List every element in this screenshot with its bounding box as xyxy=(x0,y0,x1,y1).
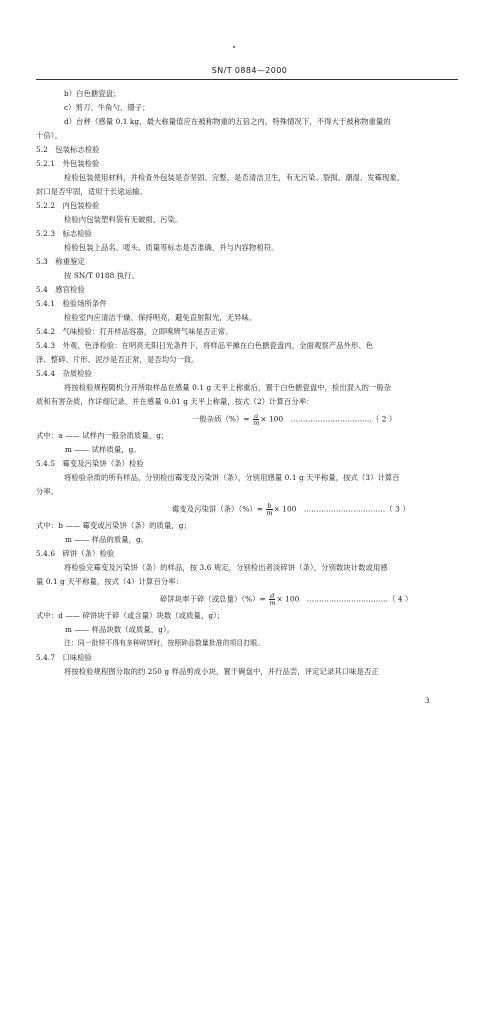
formula-3-lhs: 霉变及污染饼（条）（%）= xyxy=(172,504,266,514)
scan-speck xyxy=(233,46,235,48)
header-rule xyxy=(36,79,458,80)
note-line: 注：同一批样不得有多种碎饼时，按照碎品数量批准的项目打眼。 xyxy=(64,639,265,647)
paragraph-line: 量 0.1 g 天平称量，按式（4）计算百分率： xyxy=(36,577,184,586)
page-header: SN/T 0884—2000 xyxy=(211,66,288,75)
formula-3 xyxy=(172,503,410,516)
paragraph-line: 检验包装上品名、唛头、质量等标志是否准确，并与内容物相符。 xyxy=(64,243,279,252)
paragraph-line: 检验包装使用材料，并检查外包装是否坚固、完整，是否清洁卫生，有无污染、裂损、潮湿、发霉现象， xyxy=(64,173,405,182)
fraction-numerator: a xyxy=(254,412,259,420)
formula-3-fraction xyxy=(266,503,272,516)
fraction-numerator: b xyxy=(267,502,272,510)
formula-legend: 式中：b —— 霉变或污染饼（条）的质量，g； xyxy=(36,521,191,530)
page-number: 3 xyxy=(425,697,430,705)
paragraph-line: 将按检验规程图分取的约 250 g 样品剪成小块，置于碗盘中，并行品尝，评定记录其口味是否正 xyxy=(64,667,379,676)
formula-4-rhs: × 100 ……………………………（ 4 ） xyxy=(276,594,413,604)
section-heading-5-3: 5.3 称重鉴定 xyxy=(36,257,85,266)
formula-legend: 式中：a —— 试样内一般杂质质量，g； xyxy=(36,431,169,440)
formula-2-rhs: × 100 ……………………………（ 2 ） xyxy=(260,414,397,424)
list-item-d-cont: 十倍）。 xyxy=(36,131,62,140)
section-heading-5-4-4: 5.4.4 杂质检验 xyxy=(36,369,93,378)
paragraph-line: 将检验杂质的所有样品，分别检出霉变及污染饼（条），分别用感量 0.1 g 天平称量，按式（3）计算百 xyxy=(64,473,400,482)
fraction-denominator: m xyxy=(253,419,260,427)
fraction-denominator: m xyxy=(269,599,276,607)
section-heading-5-2-1: 5.2.1 外包装检验 xyxy=(36,159,100,168)
fraction-numerator: d xyxy=(270,592,275,600)
fraction-denominator: m xyxy=(266,509,273,517)
list-item-c: c）剪刀、牛角勺、镊子； xyxy=(64,103,150,112)
formula-4 xyxy=(160,593,412,606)
formula-legend: m —— 样品块数（或质量，g）。 xyxy=(65,625,175,634)
section-heading-5-2-3: 5.2.3 标志检验 xyxy=(36,229,93,238)
formula-legend: 式中：d —— 碎饼块于碎（或含量）块数（或质量，g）； xyxy=(36,611,225,620)
formula-3-rhs: × 100 ……………………………（ 3 ） xyxy=(273,504,410,514)
section-heading-5-4-7: 5.4.7 口味检验 xyxy=(36,653,93,662)
section-heading-5-2: 5.2 包装标志检验 xyxy=(36,145,100,154)
list-item-d: d）台秤（感量 0.1 kg，最大称量值应在被称物重的五倍之内，特殊情况下，不得大于被称物重量的 xyxy=(64,117,391,126)
paragraph-line: 将检验完霉变及污染饼（条）的样品，按 3.6 规定，分别检出者淡碎饼（条），分别数块计数或用感 xyxy=(64,563,388,572)
section-heading-5-4-1: 5.4.1 检验场所条件 xyxy=(36,299,107,308)
paragraph-line: 分率。 xyxy=(36,487,59,496)
paragraph-line: 质和有害杂质，作详细记录，并在感量 0.01 g 天平上称量，按式（2）计算百分率： xyxy=(36,397,314,406)
formula-2-lhs: 一般杂质（%）= xyxy=(192,414,253,424)
formula-legend: m —— 样品的质量，g。 xyxy=(65,535,149,544)
formula-4-lhs: 碎饼块率于碎（或总量）（%）= xyxy=(160,594,269,604)
paragraph-line: 封口是否牢固，适用于长途运输。 xyxy=(36,187,147,196)
section-heading-5-4-6: 5.4.6 碎饼（条）检验 xyxy=(36,549,115,558)
section-heading-5-4-3: 5.4.3 外观、色泽检验：在明亮无阳日光条件下，将样品平摊在白色搪瓷盘内，全面观察产品外形、色 xyxy=(36,341,374,350)
list-item-b: b）白色搪瓷盘； xyxy=(64,89,121,98)
paragraph-line: 按 SN/T 0188 执行。 xyxy=(64,271,139,280)
paragraph-line: 检验内包装塑料袋有无破损、污染。 xyxy=(64,215,183,224)
paragraph-line: 泽、整碎、片形、泥沙是否正常，是否均匀一致。 xyxy=(36,355,199,364)
section-heading-5-2-2: 5.2.2 内包装检验 xyxy=(36,201,100,210)
section-heading-5-4-5: 5.4.5 霉变及污染饼（条）检验 xyxy=(36,459,144,468)
formula-4-fraction xyxy=(269,593,275,606)
formula-legend: m —— 试样质量，g。 xyxy=(65,445,141,454)
formula-2 xyxy=(192,413,396,426)
formula-2-fraction xyxy=(253,413,259,426)
section-heading-5-4-2: 5.4.2 气味检验：打开样品容器，立即嗅辨气味是否正常。 xyxy=(36,327,233,336)
paragraph-line: 检验室内应清洁干燥、保持明亮，避免直射阳光，无异味。 xyxy=(64,313,257,322)
section-heading-5-4: 5.4 感官检验 xyxy=(36,285,85,294)
paragraph-line: 将按检验规程随机分开所取样品在感量 0.1 g 天平上称重后，置于白色搪瓷盘中，检出混入的一般杂 xyxy=(64,383,392,392)
